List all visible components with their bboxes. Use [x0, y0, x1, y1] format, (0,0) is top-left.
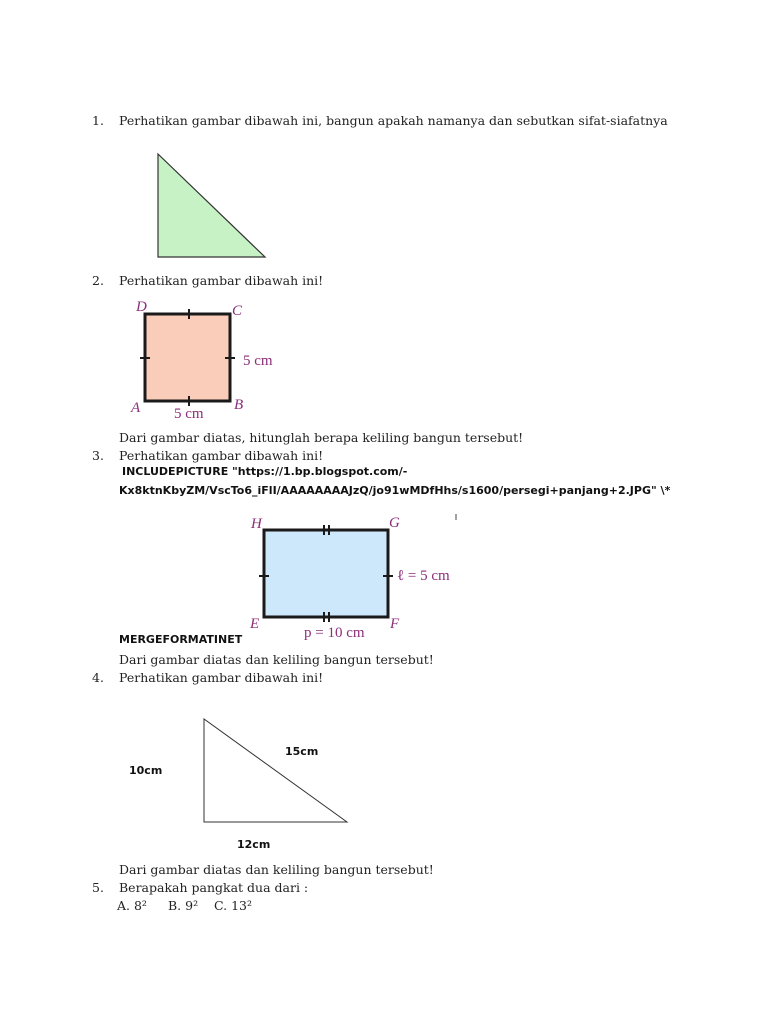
q5-option-a: A. 8²	[117, 898, 147, 913]
vertex-label-g: G	[389, 515, 400, 531]
q3-field-code-line1: INCLUDEPICTURE "https://1.bp.blogspot.com/-	[122, 465, 408, 478]
vertex-label-b: B	[234, 397, 244, 413]
q4-number: 4.	[92, 670, 104, 685]
q5-text: Berapakah pangkat dua dari :	[119, 880, 309, 895]
q2-question: Dari gambar diatas, hitunglah berapa keliling bangun tersebut!	[119, 430, 524, 445]
q5-number: 5.	[92, 880, 104, 895]
q1-number: 1.	[92, 113, 104, 128]
vertex-label-a: A	[131, 400, 141, 416]
side-label-right: 5 cm	[243, 353, 273, 369]
hypotenuse-label: 15cm	[285, 745, 319, 758]
vertex-label-h: H	[251, 516, 262, 532]
vertex-label-c: C	[232, 303, 243, 319]
vertex-label-d: D	[136, 299, 147, 315]
length-label: p = 10 cm	[304, 625, 365, 641]
q2-number: 2.	[92, 273, 104, 288]
vertex-label-e: E	[250, 616, 260, 632]
q5-option-c: C. 13²	[214, 898, 252, 913]
bottom-side-label: 12cm	[237, 838, 271, 851]
vertex-label-f: F	[390, 616, 400, 632]
width-label: ℓ = 5 cm	[397, 568, 450, 584]
q4-text: Perhatikan gambar dibawah ini!	[119, 670, 324, 685]
q5-option-b: B. 9²	[168, 898, 199, 913]
q3-number: 3.	[92, 448, 104, 463]
q1-text: Perhatikan gambar dibawah ini, bangun apakah namanya dan sebutkan sifat-siafatnya	[119, 113, 668, 128]
side-label-bottom: 5 cm	[174, 406, 204, 422]
left-side-label: 10cm	[129, 764, 163, 777]
q3-field-code-line2: Kx8ktnKbyZM/VscTo6_iFlI/AAAAAAAAJzQ/jo91wMDfHhs/s1600/persegi+panjang+2.JPG" \*	[119, 484, 671, 497]
q3-text: Perhatikan gambar dibawah ini!	[119, 448, 324, 463]
q3-merge-format: MERGEFORMATINET	[119, 633, 243, 646]
q3-question: Dari gambar diatas dan keliling bangun tersebut!	[119, 652, 434, 667]
outline-triangle-shape	[204, 719, 347, 822]
q2-text: Perhatikan gambar dibawah ini!	[119, 273, 324, 288]
q4-question: Dari gambar diatas dan keliling bangun tersebut!	[119, 862, 434, 877]
